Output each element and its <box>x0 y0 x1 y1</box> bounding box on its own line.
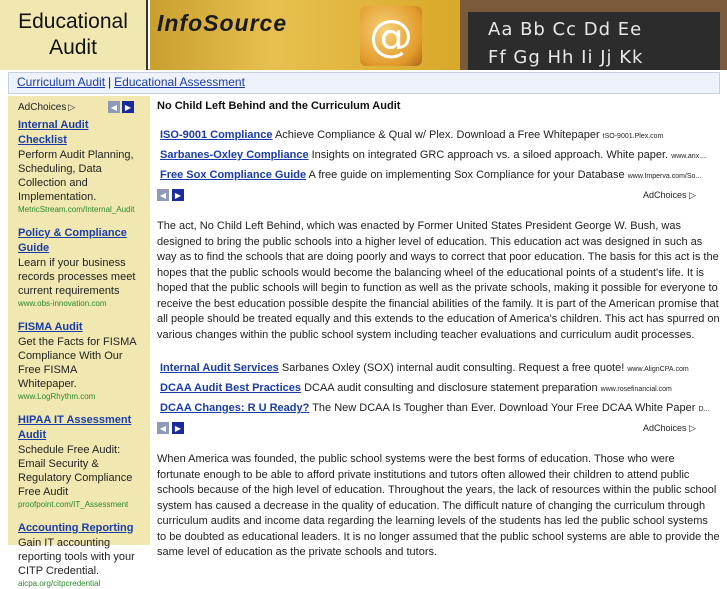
chalk-line-2: Ff Gg Hh Ii Jj Kk <box>488 47 644 68</box>
site-title[interactable] <box>0 0 148 70</box>
text-ad-desc: DCAA audit consulting and disclosure statement preparation <box>304 382 598 394</box>
text-ad-desc: Insights on integrated GRC approach vs. a siloed approach. White paper. <box>311 149 669 161</box>
site-header <box>0 0 727 70</box>
sidebar-ad-url[interactable]: proofpoint.com/IT_Assessment <box>18 500 129 509</box>
text-ad-title[interactable]: ISO-9001 Compliance <box>160 129 273 141</box>
banner-image <box>150 0 460 70</box>
sidebar-ad <box>18 226 136 309</box>
adchoices-label: AdChoices <box>643 422 687 433</box>
article-paragraph-2: When America was founded, the public school systems were the best forms of education. Those who were fortunate enough to be able to afford private institutions and tutors often allowed their children to attend public schools because of the high level of education. Throughout the years, the lack of resources within the public school system has caused a decrease in the quality of education. The difficult nature of changing the curriculum through curriculum audits and income data regarding the learning levels of the students has led the public school systems to be doubted as educational leaders. It is no longer assumed that the public school systems are able to provide the same level of education as the private schools and tutors. <box>157 453 720 558</box>
sidebar-ad-title[interactable]: HIPAA IT Assessment Audit <box>18 414 132 441</box>
sidebar-ad <box>18 521 136 589</box>
sidebar-ad-title[interactable]: FISMA Audit <box>18 321 83 333</box>
adchoices-icon: ▷ <box>689 189 696 200</box>
breadcrumb-link-educational-assessment[interactable]: Educational Assessment <box>114 75 245 89</box>
text-ad <box>157 126 706 146</box>
adchoices-link[interactable] <box>643 423 696 434</box>
adchoices-icon: ▷ <box>689 422 696 433</box>
adchoices-icon[interactable]: ▷ <box>68 101 76 112</box>
text-ad-block <box>157 126 706 203</box>
sidebar-ad-title[interactable]: Accounting Reporting <box>18 522 134 534</box>
text-ad-desc: A free guide on implementing Sox Compliance for your Database <box>308 169 625 181</box>
sidebar-ad-desc: Get the Facts for FISMA Compliance With Our Free FISMA Whitepaper. <box>18 336 136 390</box>
adchoices-label[interactable]: AdChoices <box>18 101 67 113</box>
text-ad-title[interactable]: Sarbanes-Oxley Compliance <box>160 149 309 161</box>
sidebar-ad-nav <box>108 101 134 113</box>
sidebar-ad-header <box>18 100 150 114</box>
sidebar-ad-desc: Learn if your business records processes meet current requirements <box>18 257 136 297</box>
text-ad-url[interactable]: www.Imperva.com/So... <box>627 173 702 180</box>
banner-logo: InfoSource <box>157 10 288 36</box>
sidebar-ad <box>18 413 136 510</box>
text-ad-desc: Sarbanes Oxley (SOX) internal audit consulting. Request a free quote! <box>281 362 625 374</box>
sidebar-ad-title[interactable]: Internal Audit Checklist <box>18 119 89 146</box>
text-ad-title[interactable]: DCAA Audit Best Practices <box>160 382 301 394</box>
text-ad-url[interactable]: D... <box>698 406 710 413</box>
text-ad-title[interactable]: Internal Audit Services <box>160 362 279 374</box>
text-ad-url[interactable]: www.anx.... <box>671 153 707 160</box>
breadcrumb <box>8 72 720 94</box>
sidebar-ad-desc: Gain IT accounting reporting tools with your CITP Credential. <box>18 537 135 577</box>
chalkboard <box>468 12 720 70</box>
text-ad-title[interactable]: Free Sox Compliance Guide <box>160 169 307 181</box>
adchoices-label: AdChoices <box>643 189 687 200</box>
text-ad <box>157 146 706 166</box>
text-ad <box>157 399 710 419</box>
sidebar-ad-url[interactable]: www.LogRhythm.com <box>18 392 96 401</box>
site-title-line2: Audit <box>49 36 97 59</box>
sidebar-ad-desc: Perform Audit Planning, Scheduling, Data Collection and Implementation. <box>18 149 134 203</box>
adchoices-link[interactable] <box>643 190 696 201</box>
breadcrumb-link-curriculum-audit[interactable]: Curriculum Audit <box>17 75 106 89</box>
text-ad-block <box>157 359 710 436</box>
sidebar-ad-url[interactable]: www.obs-innovation.com <box>18 299 107 308</box>
chalk-line-1: Aa Bb Cc Dd Ee <box>488 19 643 40</box>
breadcrumb-separator: | <box>108 75 112 89</box>
text-ad <box>157 359 706 379</box>
next-arrow-icon[interactable]: ▶ <box>172 189 184 201</box>
text-ad-url[interactable]: www.rosefinancial.com <box>600 386 672 393</box>
text-ad <box>157 166 706 186</box>
sidebar-ads <box>8 96 150 588</box>
main-content <box>157 96 720 558</box>
at-sign-icon: @ <box>360 6 422 66</box>
text-ad-title[interactable]: DCAA Changes: R U Ready? <box>160 402 310 414</box>
sidebar-ad-title[interactable]: Policy & Compliance Guide <box>18 227 127 254</box>
article-paragraph-1: The act, No Child Left Behind, which was enacted by Former United States President George W. Bush, was designed to bring the public schools into a higher level of education. This education act was designed in such as way as to find the schools that are doing poorly and ways to correct that poor education. The basis for this act is the hopes that the public schools would become the balancing wheel of the educational points of a student's life. It is hoped that the public schools will begin to function as well as the private schools, making it possible for everyone to receive the best education possible despite the financial abilities of the family. It is part of the American promise that all people should be treated equally and this extends to the education of America's children. This act has spurred on various changes within the public school system including teacher evaluations and curriculum audit processes. <box>157 220 720 341</box>
next-arrow-icon[interactable]: ▶ <box>122 101 134 113</box>
sidebar-ad <box>18 118 136 215</box>
text-ad-footer <box>157 420 706 436</box>
sidebar-ad <box>18 320 136 402</box>
text-ad-desc: Achieve Compliance & Qual w/ Plex. Download a Free Whitepaper <box>274 129 600 141</box>
text-ad-footer <box>157 187 706 203</box>
banner-chalkboard-image <box>460 0 727 70</box>
prev-arrow-icon[interactable]: ◀ <box>157 422 169 434</box>
prev-arrow-icon[interactable]: ◀ <box>157 189 169 201</box>
text-ad-url[interactable]: ISO-9001.Plex.com <box>602 133 664 140</box>
text-ad-url[interactable]: www.AlignCPA.com <box>627 366 689 373</box>
prev-arrow-icon[interactable]: ◀ <box>108 101 120 113</box>
site-title-line1: Educational <box>18 10 128 33</box>
next-arrow-icon[interactable]: ▶ <box>172 422 184 434</box>
text-ad <box>157 379 706 399</box>
text-ad-desc: The New DCAA Is Tougher than Ever. Download Your Free DCAA White Paper <box>312 402 696 414</box>
text-ad-nav <box>157 422 184 434</box>
sidebar-ad-url[interactable]: aicpa.org/citpcredential <box>18 579 101 588</box>
page-title: No Child Left Behind and the Curriculum Audit <box>157 100 401 112</box>
sidebar-ad-url[interactable]: MetricStream.com/Internal_Audit <box>18 205 135 214</box>
sidebar-ad-desc: Schedule Free Audit: Email Security & Regulatory Compliance Free Audit <box>18 444 133 498</box>
text-ad-nav <box>157 189 184 201</box>
